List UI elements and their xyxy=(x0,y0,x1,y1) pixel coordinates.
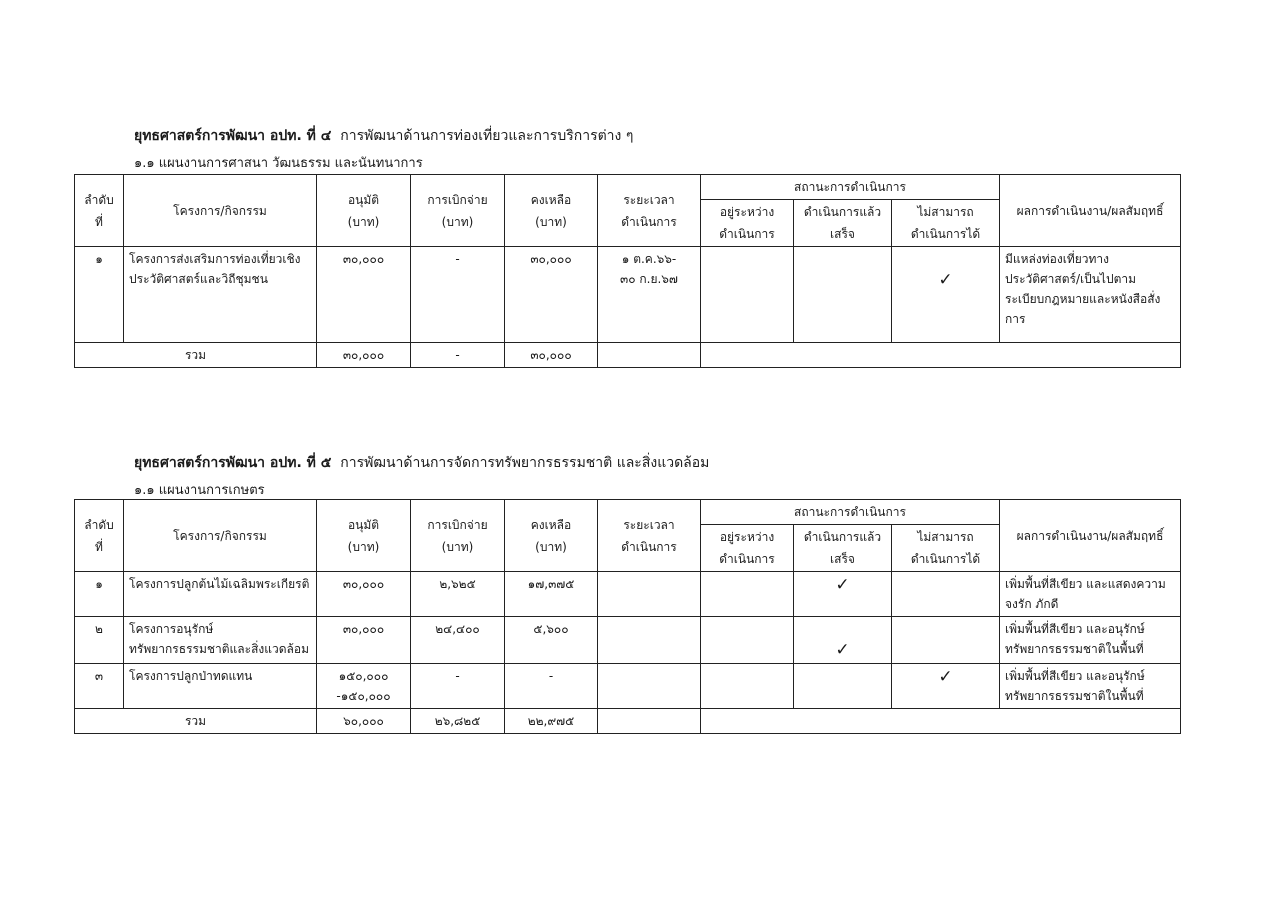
row-project: โครงการส่งเสริมการท่องเที่ยวเชิงประวัติศาสตร์และวิถีชุมชน xyxy=(124,247,317,343)
total-row xyxy=(75,343,1181,368)
row-result: เพิ่มพื้นที่สีเขียว และอนุรักษ์ทรัพยากรธรรมชาติในพื้นที่ xyxy=(1000,664,1181,709)
header-project: โครงการ/กิจกรรม xyxy=(124,500,317,572)
row-period-start: ๑ ต.ค.๖๖- xyxy=(621,252,677,266)
row-seq: ๑ xyxy=(75,247,124,343)
row-cannot xyxy=(892,247,1000,343)
header-approved-line1: อนุมัติ xyxy=(347,517,380,532)
header-done-line1: ดำเนินการแล้ว xyxy=(803,205,882,219)
header-disbursed xyxy=(411,175,505,247)
row-cannot xyxy=(892,617,1000,664)
row-approved-line2: -๑๕๐,๐๐๐ xyxy=(336,689,391,703)
row-cannot xyxy=(892,572,1000,617)
header-done-line2: เสร็จ xyxy=(830,552,855,566)
row-project: โครงการปลูกป่าทดแทน xyxy=(124,664,317,709)
row-done xyxy=(794,247,892,343)
row-project: โครงการอนุรักษ์ทรัพยากรธรรมชาติและสิ่งแวดล้อม xyxy=(124,617,317,664)
header-result: ผลการดำเนินงาน/ผลสัมฤทธิ์ xyxy=(1000,500,1181,572)
header-cannot-line2: ดำเนินการได้ xyxy=(910,227,981,241)
header-period xyxy=(598,500,701,572)
total-label: รวม xyxy=(75,709,317,734)
header-seq xyxy=(75,500,124,572)
header-period-line1: ระยะเวลา xyxy=(623,517,675,532)
header-approved-line2: (บาท) xyxy=(347,539,380,554)
row-approved-line1: ๑๕๐,๐๐๐ xyxy=(338,669,389,683)
section5-heading xyxy=(134,452,709,474)
check-icon: ✓ xyxy=(835,575,850,595)
row-remaining: - xyxy=(505,664,598,709)
row-remaining: ๑๗,๓๗๕ xyxy=(505,572,598,617)
header-row xyxy=(75,500,1181,525)
row-seq: ๓ xyxy=(75,664,124,709)
header-seq-line1: ลำดับ xyxy=(84,192,114,207)
row-period xyxy=(598,247,701,343)
header-approved xyxy=(317,500,411,572)
section5-heading-rest: การพัฒนาด้านการจัดการทรัพยากรธรรมชาติ และสิ่งแวดล้อม xyxy=(340,455,710,471)
header-status: สถานะการดำเนินการ xyxy=(701,500,1000,525)
header-seq-line2: ที่ xyxy=(95,214,103,229)
header-cannot-line1: ไม่สามารถ xyxy=(917,530,974,544)
row-remaining: ๕,๖๐๐ xyxy=(505,617,598,664)
row-result: เพิ่มพื้นที่สีเขียว และอนุรักษ์ทรัพยากรธรรมชาติในพื้นที่ xyxy=(1000,617,1181,664)
header-period-line1: ระยะเวลา xyxy=(623,192,675,207)
row-approved: ๓๐,๐๐๐ xyxy=(317,617,411,664)
total-empty-period xyxy=(598,709,701,734)
check-icon: ✓ xyxy=(938,270,953,290)
row-approved xyxy=(317,664,411,709)
total-disbursed: ๒๖,๘๒๕ xyxy=(411,709,505,734)
row-approved: ๓๐,๐๐๐ xyxy=(317,247,411,343)
total-label: รวม xyxy=(75,343,317,368)
header-remaining xyxy=(505,175,598,247)
header-disbursed-line1: การเบิกจ่าย xyxy=(427,192,488,207)
header-seq-line2: ที่ xyxy=(95,539,103,554)
header-remaining xyxy=(505,500,598,572)
total-approved: ๓๐,๐๐๐ xyxy=(317,343,411,368)
header-in-progress xyxy=(701,200,794,247)
row-in-progress xyxy=(701,617,794,664)
row-in-progress xyxy=(701,664,794,709)
row-disbursed: - xyxy=(411,247,505,343)
header-remaining-line1: คงเหลือ xyxy=(530,517,572,532)
row-cannot xyxy=(892,664,1000,709)
header-row xyxy=(75,175,1181,200)
row-period xyxy=(598,617,701,664)
check-icon: ✓ xyxy=(835,640,850,660)
header-in-progress-line2: ดำเนินการ xyxy=(719,227,775,241)
header-period xyxy=(598,175,701,247)
header-cannot xyxy=(892,525,1000,572)
header-seq xyxy=(75,175,124,247)
header-done xyxy=(794,525,892,572)
row-seq: ๑ xyxy=(75,572,124,617)
header-done-line2: เสร็จ xyxy=(830,227,855,241)
total-disbursed: - xyxy=(411,343,505,368)
table-row xyxy=(75,617,1181,664)
header-cannot-line2: ดำเนินการได้ xyxy=(910,552,981,566)
header-remaining-line1: คงเหลือ xyxy=(530,192,572,207)
row-in-progress xyxy=(701,247,794,343)
section4-table xyxy=(74,174,1181,368)
row-result: เพิ่มพื้นที่สีเขียว และแสดงความจงรัก ภักดี xyxy=(1000,572,1181,617)
section5-table xyxy=(74,499,1181,734)
section4-heading-bold: ยุทธศาสตร์การพัฒนา อปท. ที่ ๔ xyxy=(134,128,332,144)
total-empty-status xyxy=(701,343,1181,368)
header-in-progress xyxy=(701,525,794,572)
table-row xyxy=(75,572,1181,617)
total-remaining: ๓๐,๐๐๐ xyxy=(505,343,598,368)
header-disbursed-line1: การเบิกจ่าย xyxy=(427,517,488,532)
section4-heading-rest: การพัฒนาด้านการท่องเที่ยวและการบริการต่าง ๆ xyxy=(340,128,634,144)
row-seq: ๒ xyxy=(75,617,124,664)
row-remaining: ๓๐,๐๐๐ xyxy=(505,247,598,343)
header-in-progress-line1: อยู่ระหว่าง xyxy=(719,205,775,219)
total-remaining: ๒๒,๙๗๕ xyxy=(505,709,598,734)
row-result: มีแหล่งท่องเที่ยวทางประวัติศาสตร์/เป็นไปตามระเบียบกฎหมายและหนังสือสั่งการ xyxy=(1000,247,1181,343)
header-cannot-line1: ไม่สามารถ xyxy=(917,205,974,219)
header-cannot xyxy=(892,200,1000,247)
header-in-progress-line2: ดำเนินการ xyxy=(719,552,775,566)
header-result: ผลการดำเนินงาน/ผลสัมฤทธิ์ xyxy=(1000,175,1181,247)
header-remaining-line2: (บาท) xyxy=(535,539,567,554)
row-done xyxy=(794,664,892,709)
row-done xyxy=(794,572,892,617)
header-approved xyxy=(317,175,411,247)
header-seq-line1: ลำดับ xyxy=(84,517,114,532)
header-done xyxy=(794,200,892,247)
header-status: สถานะการดำเนินการ xyxy=(701,175,1000,200)
header-disbursed xyxy=(411,500,505,572)
row-disbursed: ๒๔,๔๐๐ xyxy=(411,617,505,664)
section4-subheading: ๑.๑ แผนงานการศาสนา วัฒนธรรม และนันทนาการ xyxy=(134,156,423,171)
table-row xyxy=(75,664,1181,709)
row-period xyxy=(598,664,701,709)
total-empty-status xyxy=(701,709,1181,734)
section5-heading-bold: ยุทธศาสตร์การพัฒนา อปท. ที่ ๕ xyxy=(134,455,332,471)
total-empty-period xyxy=(598,343,701,368)
header-period-line2: ดำเนินการ xyxy=(621,214,677,229)
section4-heading xyxy=(134,125,633,147)
row-project: โครงการปลูกต้นไม้เฉลิมพระเกียรติ xyxy=(124,572,317,617)
header-remaining-line2: (บาท) xyxy=(535,214,567,229)
row-period-end: ๓๐ ก.ย.๖๗ xyxy=(620,272,678,286)
header-approved-line2: (บาท) xyxy=(347,214,380,229)
check-icon: ✓ xyxy=(938,667,953,687)
total-approved: ๖๐,๐๐๐ xyxy=(317,709,411,734)
header-disbursed-line2: (บาท) xyxy=(441,539,474,554)
header-approved-line1: อนุมัติ xyxy=(347,192,380,207)
header-period-line2: ดำเนินการ xyxy=(621,539,677,554)
row-approved: ๓๐,๐๐๐ xyxy=(317,572,411,617)
header-done-line1: ดำเนินการแล้ว xyxy=(803,530,882,544)
table-row xyxy=(75,247,1181,343)
row-disbursed: ๒,๖๒๕ xyxy=(411,572,505,617)
row-done xyxy=(794,617,892,664)
header-disbursed-line2: (บาท) xyxy=(441,214,474,229)
total-row xyxy=(75,709,1181,734)
section5-subheading: ๑.๑ แผนงานการเกษตร xyxy=(134,483,265,498)
row-disbursed: - xyxy=(411,664,505,709)
header-in-progress-line1: อยู่ระหว่าง xyxy=(719,530,775,544)
row-in-progress xyxy=(701,572,794,617)
header-project: โครงการ/กิจกรรม xyxy=(124,175,317,247)
row-period xyxy=(598,572,701,617)
